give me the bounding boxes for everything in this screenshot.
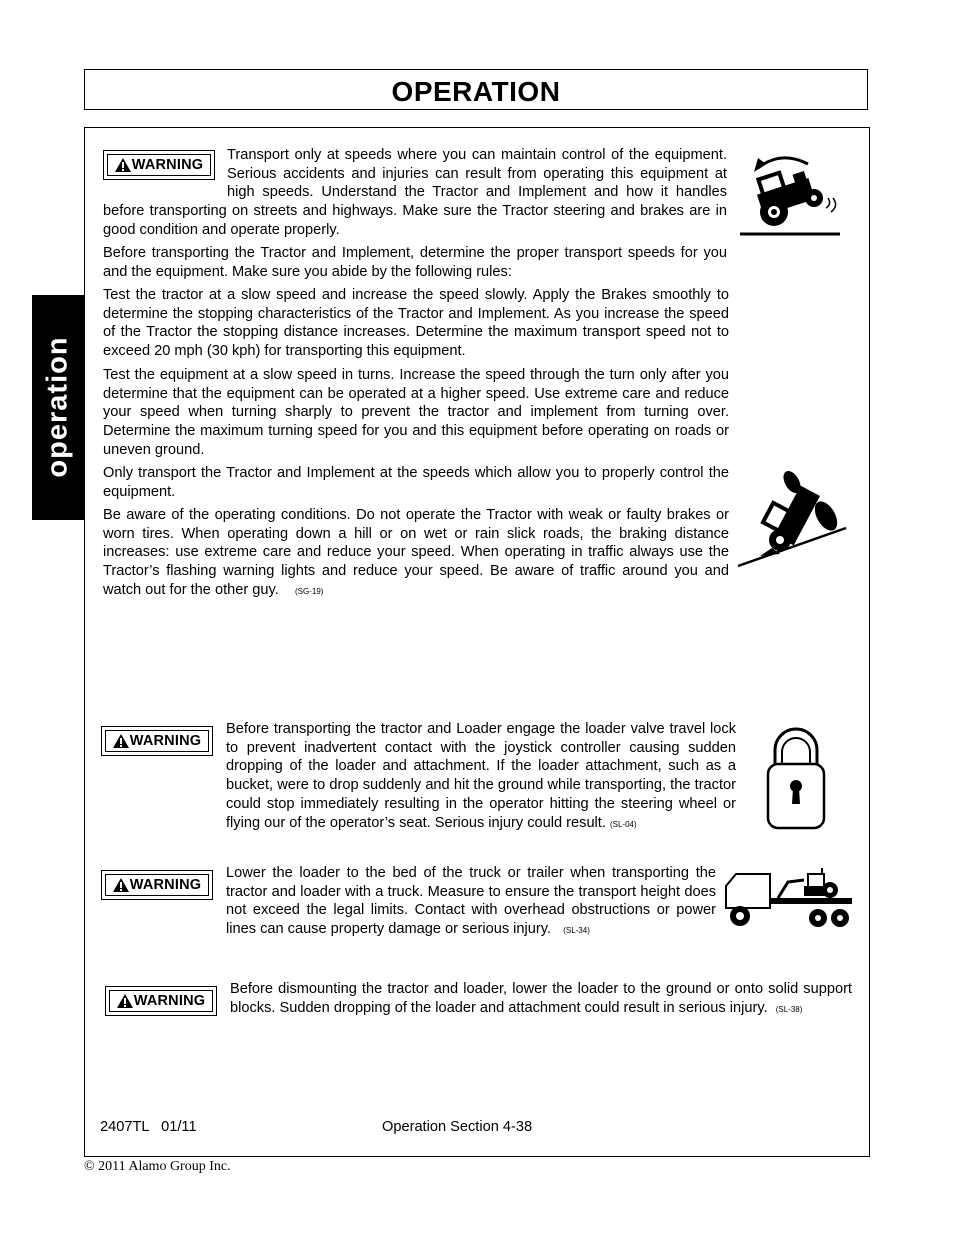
warning-label-text: WARNING xyxy=(133,993,206,1009)
warning-triangle-icon xyxy=(117,994,133,1008)
tractor-rollover-icon xyxy=(736,150,842,238)
document-id: 2407TL 01/11 xyxy=(100,1119,197,1135)
truck-transport-warning-text: Lower the loader to the bed of the truck or trailer when transporting the tractor and loader with a truck. Measure to ensure the transport height does not exceed the legal limits. Contact with overhead obstructions or power lines can cause property damage or serious injury. (SL-34) xyxy=(226,865,716,938)
truck-carrying-tractor-icon xyxy=(722,864,854,932)
warning-label-text: WARNING xyxy=(131,157,204,173)
warning-label xyxy=(101,870,213,900)
warning-label-text: WARNING xyxy=(129,877,202,893)
warning-label xyxy=(105,986,217,1016)
tractor-tipping-on-slope-icon xyxy=(736,464,848,570)
section-side-tab xyxy=(32,295,84,520)
transport-paragraph-5: Only transport the Tractor and Implement at the speeds which allow you to properly control the equipment. xyxy=(103,465,729,500)
reference-code: (SL-04) xyxy=(609,819,637,829)
reference-code: (SL-38) xyxy=(775,1004,803,1014)
warning-triangle-icon xyxy=(113,878,129,892)
transport-paragraph-4: Test the equipment at a slow speed in turns. Increase the speed through the turn only after you determine that the equipment can be operated at a higher speed. Use extreme care and reduce your speed when turning sharply to prevent the tractor and implement from turning over. Determine the maximum turning speed for you and this equipment before operating on roads or uneven ground. xyxy=(103,367,729,458)
copyright-notice: © 2011 Alamo Group Inc. xyxy=(84,1159,231,1174)
warning-label-text: WARNING xyxy=(129,733,202,749)
transport-paragraph-6: Be aware of the operating conditions. Do not operate the Tractor with weak or faulty brakes or worn tires. When operating down a hill or on wet or rain slick roads, the braking distance increases: use extreme care and reduce your speed. When operating in traffic always use the Tractor’s flashing warning lights and reduce your speed. Be aware of traffic around you and watch out for the other guy. (SG-19) xyxy=(103,507,729,598)
reference-code: (SL-34) xyxy=(563,926,590,936)
page-header-box xyxy=(84,69,868,110)
transport-paragraph-2: Before transporting the Tractor and Implement, determine the proper transport speeds for you and the equipment. Make sure you abide by the following rules: xyxy=(103,245,727,280)
page-section-number: Operation Section 4-38 xyxy=(382,1119,533,1135)
warning-label xyxy=(101,726,213,756)
page-title: OPERATION xyxy=(391,76,561,107)
side-tab-label: operation xyxy=(41,336,74,478)
transport-paragraph-1: Transport only at speeds where you can maintain control of the equipment. Serious accidents and injuries can result from operating this equipment at high speeds. Understand the Tractor and Implement and how it handles before transporting on streets and highways. Make sure the Tractor steering and brakes are in good condition and operate properly. xyxy=(103,147,727,238)
padlock-icon xyxy=(765,722,827,832)
transport-paragraph-3: Test the tractor at a slow speed and increase the speed slowly. Apply the Brakes smoothly to determine the stopping characteristics of the Tractor and Implement. As you increase the speed of the Tractor the stopping distance increases. Determine the maximum transport speed not to exceed 20 mph (30 kph) for transporting this equipment. xyxy=(103,287,729,360)
dismount-warning-text: Before dismounting the tractor and loader, lower the loader to the ground or onto solid support blocks. Sudden dropping of the loader and attachment could result in serious injury. (SL-38) xyxy=(230,981,852,1016)
reference-code: (SG-19) xyxy=(295,586,324,596)
warning-triangle-icon xyxy=(113,734,129,748)
loader-lock-warning-text: Before transporting the tractor and Loader engage the loader valve travel lock to prevent inadvertent contact with the joystick controller causing sudden dropping of the loader and attachment. If the loader attachment, such as a bucket, were to drop suddenly and hit the ground while transporting, the tractor could stop immediately resulting in the operator hitting the steering wheel or flying our of the operator’s seat. Serious injury could result. (SL-04) xyxy=(226,721,736,831)
